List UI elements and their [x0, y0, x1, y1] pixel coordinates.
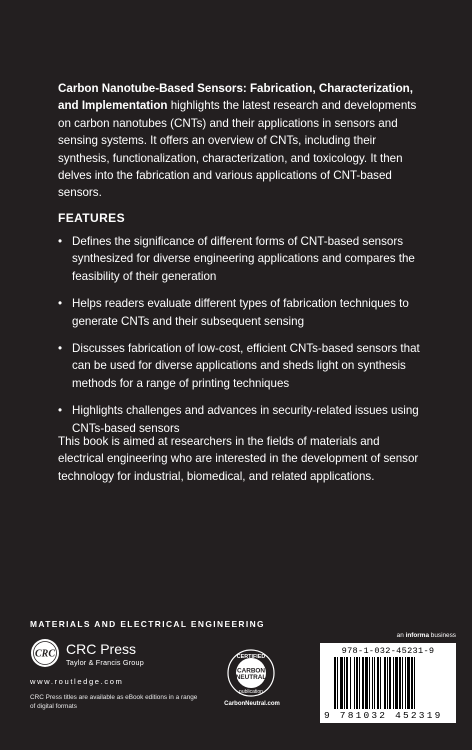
- isbn-barcode: [320, 643, 456, 723]
- barcode-bar: [399, 657, 401, 709]
- feature-text: Defines the significance of different forms of CNT-based sensors synthesized for diverse engineering applications and compares the feasibility of their generation: [72, 235, 415, 283]
- informa-tagline: an informa business: [396, 632, 456, 639]
- barcode-bar: [359, 657, 360, 709]
- barcode-bar: [402, 657, 403, 709]
- barcode-bar: [384, 657, 386, 709]
- feature-text: Discusses fabrication of low-cost, efficient CNTs-based sensors that can be used for diverse applications and sheds light on synthesis methods for a range of printing techniques: [72, 342, 420, 390]
- barcode-bar: [346, 657, 348, 709]
- feature-item: [58, 402, 428, 437]
- barcode-bar: [334, 657, 336, 709]
- barcode-bar: [354, 657, 355, 709]
- publisher-website: www.routledge.com: [30, 677, 124, 686]
- publisher-group: Taylor & Francis Group: [66, 658, 144, 667]
- barcode-bar: [387, 657, 388, 709]
- barcode-bar: [393, 657, 394, 709]
- features-heading: FEATURES: [58, 211, 125, 225]
- barcode-bar: [372, 657, 373, 709]
- barcode-bar: [407, 657, 410, 709]
- barcode-bar: [340, 657, 343, 709]
- barcode-bar: [362, 657, 364, 709]
- book-title: Carbon Nanotube-Based Sensors: Fabrication, Characterization, and Implementation: [58, 82, 413, 113]
- informa-brand: informa: [405, 632, 429, 639]
- crc-press-logo-icon: [30, 638, 60, 668]
- barcode-bar: [389, 657, 391, 709]
- bullet-icon: •: [58, 342, 63, 356]
- barcode-bar: [377, 657, 379, 709]
- isbn-number: 978-1-032-45231-9: [341, 646, 435, 656]
- description-text: highlights the latest research and developments on carbon nanotubes (CNTs) and their applications in sensors and sensing systems. It offers an overview of CNTs, including their synthesis, functionalization, characterization, and toxicology. It then delves into the fabrication and various applications of CNT-based sensors.: [58, 99, 417, 200]
- barcode-bar: [411, 657, 413, 709]
- barcode-bar: [380, 657, 381, 709]
- barcode-bar: [414, 657, 415, 709]
- carbon-neutral-seal-icon: [226, 648, 276, 698]
- seal-neutral-text: NEUTRAL: [235, 674, 267, 681]
- barcode-bar: [369, 657, 370, 709]
- publisher-name: CRC Press: [66, 641, 137, 657]
- bullet-icon: •: [58, 404, 63, 418]
- subject-category: MATERIALS AND ELECTRICAL ENGINEERING: [30, 619, 265, 629]
- book-description: [58, 80, 428, 202]
- barcode-bar: [350, 657, 351, 709]
- seal-publication-text: publication: [239, 689, 263, 695]
- barcode-bar: [356, 657, 358, 709]
- crc-logo-text: CRC: [34, 648, 56, 660]
- barcode-bar: [365, 657, 368, 709]
- carbon-neutral-url: CarbonNeutral.com: [224, 701, 280, 707]
- barcode-bar: [374, 657, 375, 709]
- feature-item: [58, 295, 428, 330]
- seal-carbon-text: CARBON: [236, 667, 266, 675]
- feature-item: [58, 233, 428, 285]
- barcode-digits: 9 781032 452319: [324, 710, 443, 721]
- barcode-bar: [395, 657, 398, 709]
- ebook-note: CRC Press titles are available as eBook editions in a range of digital formats: [30, 694, 198, 710]
- bullet-icon: •: [58, 297, 63, 311]
- features-list: [58, 233, 428, 447]
- barcode-bar: [405, 657, 406, 709]
- barcode-bar: [344, 657, 345, 709]
- bullet-icon: •: [58, 235, 63, 248]
- feature-text: Helps readers evaluate different types of fabrication techniques to generate CNTs and their subsequent sensing: [72, 297, 409, 328]
- seal-certified-text: CERTIFIED: [236, 654, 266, 660]
- feature-text: Highlights challenges and advances in security-related issues using CNTs-based sensors: [72, 404, 419, 435]
- feature-item: [58, 340, 428, 392]
- audience-paragraph: This book is aimed at researchers in the fields of materials and electrical engineering who are interested in the development of sensor technology for industrial, biomedical, and related applications.: [58, 435, 419, 483]
- barcode-bars-icon: [334, 657, 446, 709]
- barcode-bar: [337, 657, 338, 709]
